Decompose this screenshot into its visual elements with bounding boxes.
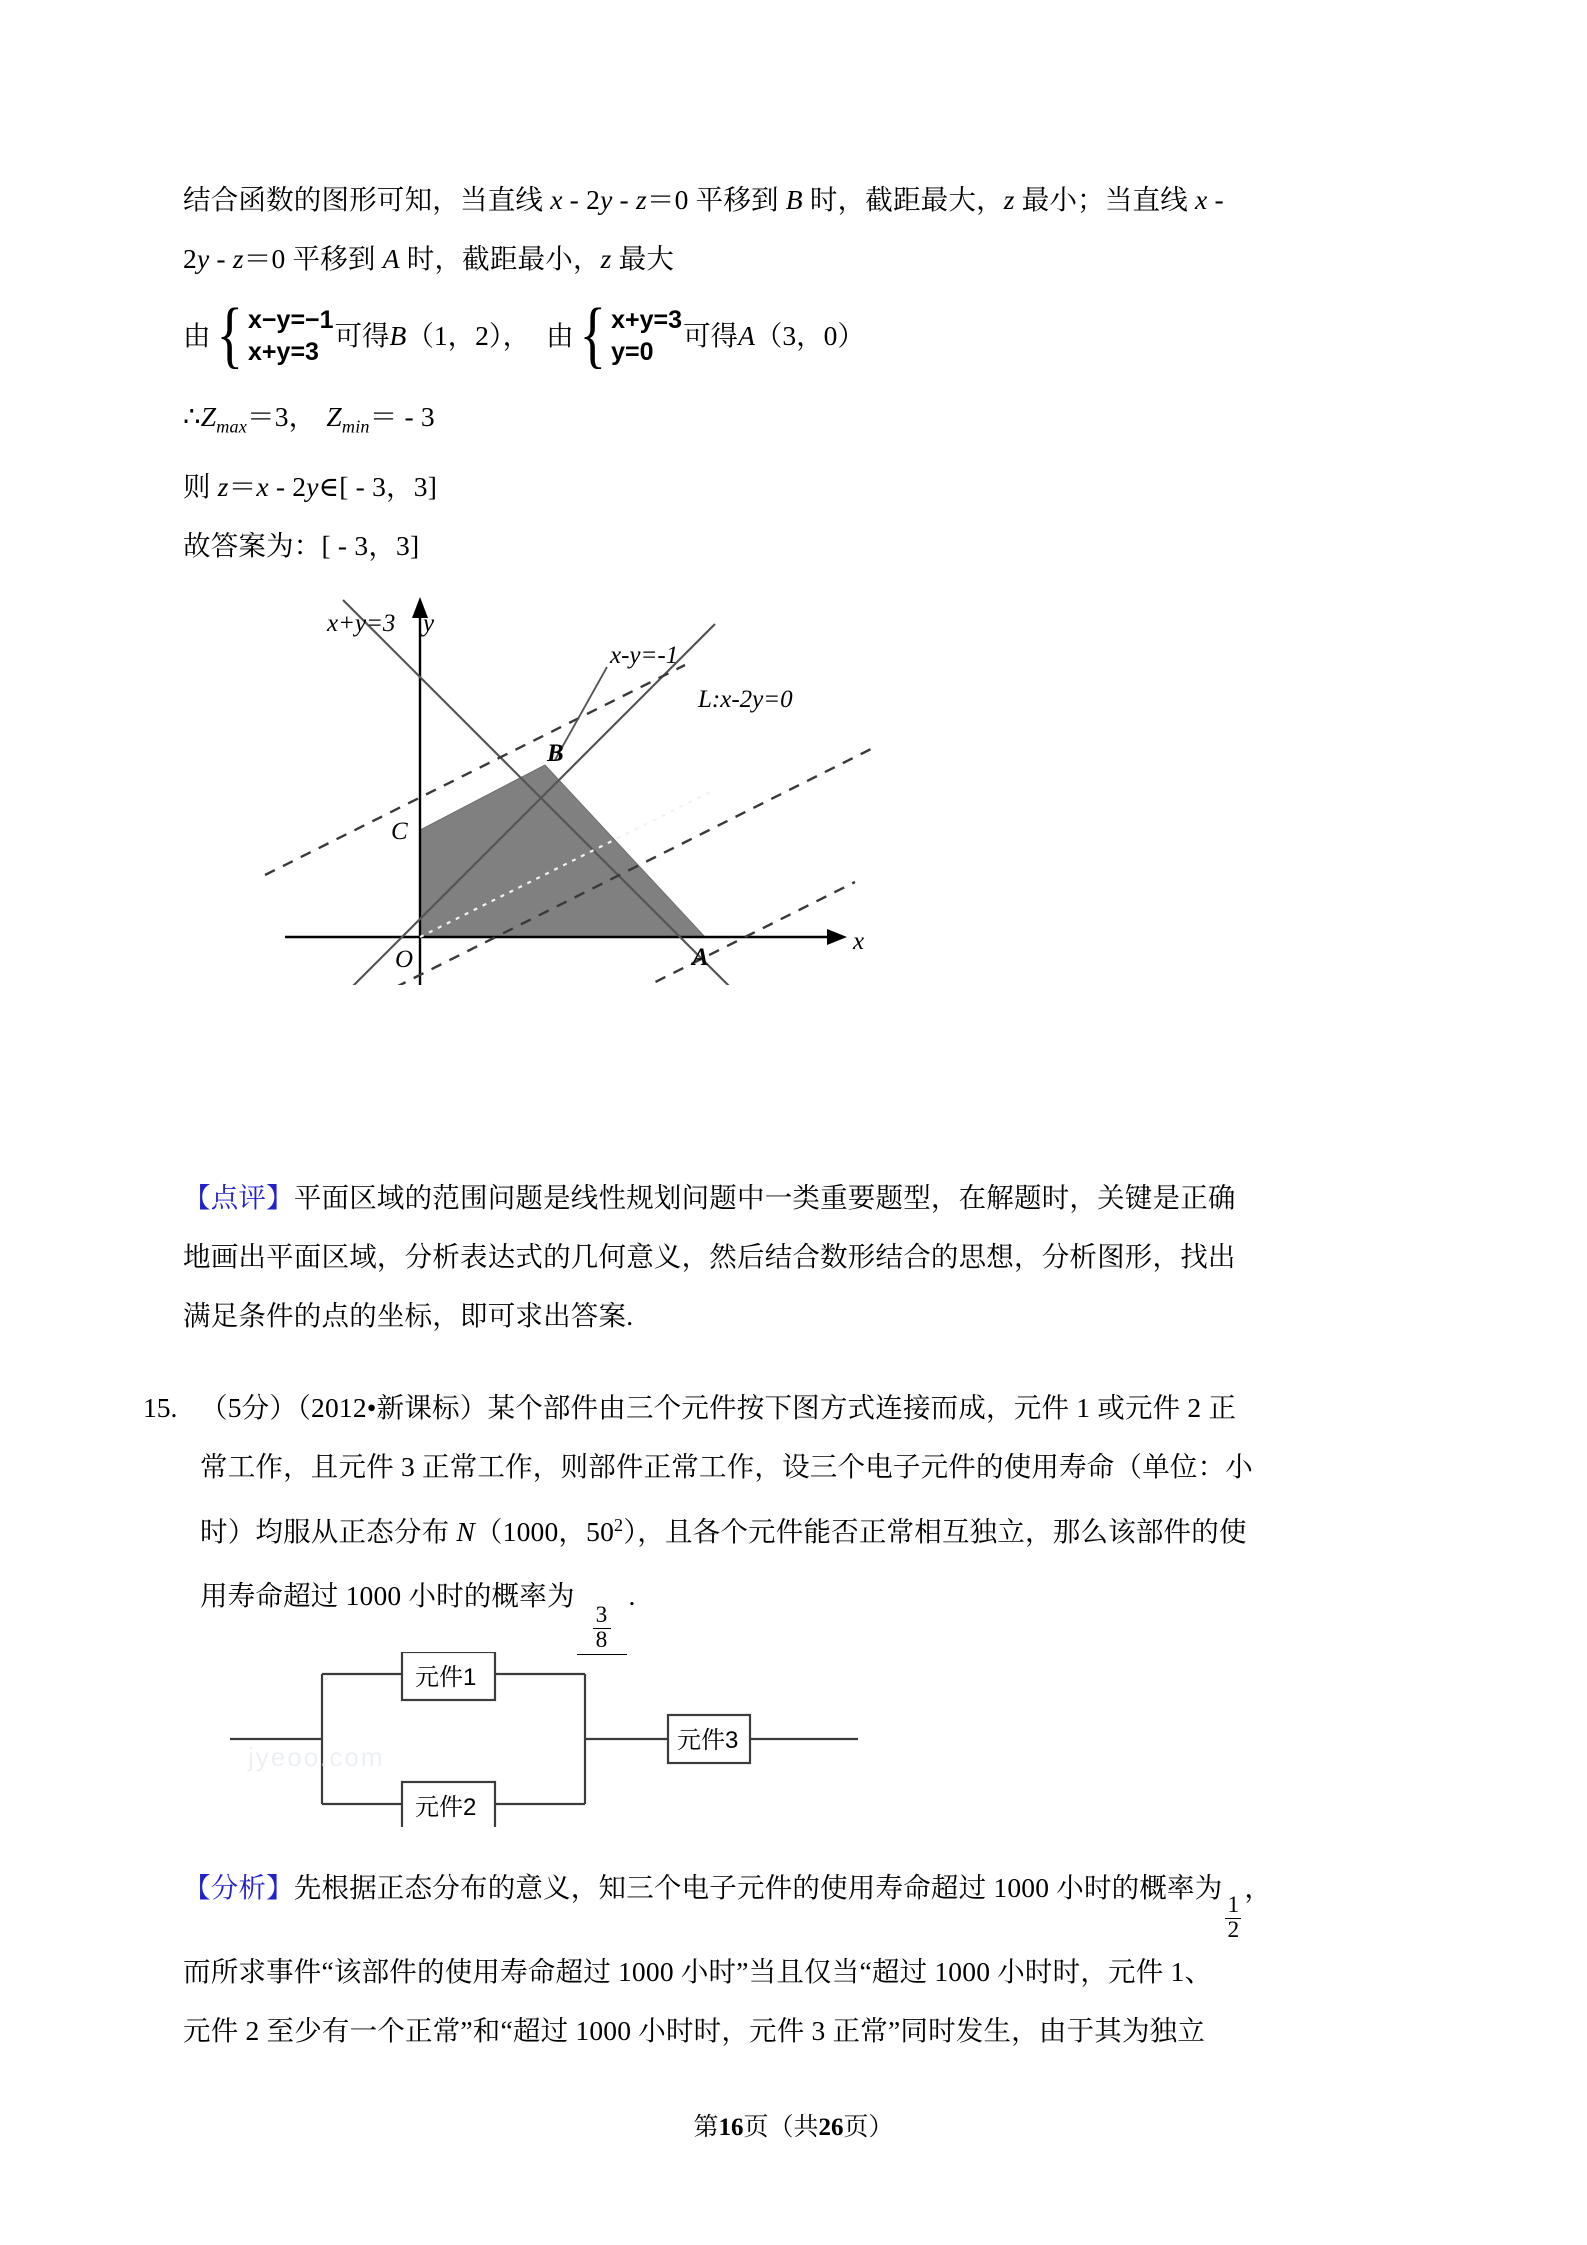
graph-point-label-o: O (395, 946, 414, 973)
answer-fraction-numerator: 3 (595, 1602, 608, 1629)
solution-z-values (183, 387, 1363, 457)
question-15-text-3b: （1000，50 (474, 1516, 615, 1548)
component-label-1: 元件1 (415, 1664, 477, 1691)
comment-line-1 (183, 1168, 1363, 1227)
equation-system-1 (212, 293, 334, 376)
point-a-label: A (738, 320, 755, 351)
component-label-2: 元件2 (415, 1794, 477, 1821)
question-15-line-4 (200, 1561, 1373, 1655)
z-max-value: ＝3， (247, 401, 317, 432)
circuit-svg (230, 1652, 870, 1827)
question-15-text-3a: 时）均服从正态分布 (200, 1516, 457, 1548)
point-b-label: B (389, 320, 407, 351)
graph-point-label-a: A (692, 944, 709, 971)
point-b-ref: B (785, 184, 803, 215)
footer-suffix: 页） (843, 2114, 894, 2141)
solution-line-1-b: - 2 (562, 184, 601, 215)
cases-mid-1: 可得 (334, 320, 390, 351)
exponent-2: 2 (614, 1515, 624, 1535)
graph-point-label-c: C (391, 818, 408, 845)
analysis-fraction-numerator: 1 (1227, 1892, 1240, 1919)
range-eq: ＝ (228, 470, 257, 502)
answer-fraction-denominator: 8 (593, 1628, 611, 1652)
z-max-var: Z (200, 401, 217, 432)
range-var-z: z (217, 470, 229, 502)
solution-block (183, 170, 1363, 575)
solution-line-1 (183, 170, 1363, 229)
comment-block (183, 1168, 1363, 1345)
footer-middle: 页（共 (743, 2114, 819, 2141)
watermark-text: jyeoo.com (248, 1742, 385, 1772)
z-min-var: Z (326, 401, 342, 432)
question-15-line-2: 常工作，且元件 3 正常工作，则部件正常工作，设三个电子元件的使用寿命（单位：小 (200, 1451, 1253, 1482)
analysis-fraction-denominator: 2 (1227, 1916, 1240, 1943)
footer-total-pages: 26 (818, 2114, 844, 2141)
graph-label-x-axis: x (853, 928, 865, 955)
normal-dist-symbol: N (456, 1516, 475, 1548)
question-15 (143, 1378, 1373, 1655)
var-x-2: x (1195, 184, 1208, 215)
eq-2-row-1: x+y=3 (611, 305, 683, 334)
graph-label-x-minus-y: x-y=-1 (610, 642, 679, 669)
point-a-ref: A (382, 243, 400, 274)
solution-line-2-d: 时，截距最小， (399, 243, 601, 274)
solution-line-2 (183, 229, 1363, 288)
analysis-text-1a: 先根据正态分布的意义，知三个电子元件的使用寿命超过 1000 小时的概率为 (293, 1872, 1223, 1903)
graph-svg (255, 585, 875, 985)
range-prefix: 则 (183, 470, 218, 502)
solution-line-2-c: ＝0 平移到 (243, 243, 383, 274)
question-15-number: 15. (143, 1392, 178, 1423)
question-15-text-3c: ），且各个元件能否正常相互独立，那么该部件的使 (623, 1516, 1247, 1548)
solution-line-1-d: ＝0 平移到 (646, 184, 786, 215)
footer-prefix: 第 (693, 2114, 719, 2141)
cases-mid-2: 可得 (683, 320, 739, 351)
z-max-subscript: max (216, 416, 248, 437)
range-interval: ∈[ - 3，3] (318, 470, 438, 502)
var-y-3: y (196, 243, 210, 274)
therefore-symbol: ∴ (183, 401, 201, 432)
answer-blank-fraction (577, 1604, 627, 1655)
question-15-line-1 (200, 1378, 1373, 1437)
var-z: z (635, 184, 647, 215)
eq-1-row-1: x−y=−1 (248, 305, 334, 334)
linear-programming-graph (255, 585, 875, 985)
solution-line-2-e: 最大 (611, 243, 675, 274)
comment-text-1: 平面区域的范围问题是线性规划问题中一类重要题型，在解题时，关键是正确 (293, 1182, 1236, 1213)
question-15-text-4b: . (628, 1580, 636, 1612)
var-z-3: z (232, 243, 244, 274)
question-15-body (200, 1378, 1373, 1655)
solution-line-2-a: 2 (183, 243, 197, 274)
question-15-source: （2012•新课标） (297, 1392, 488, 1423)
cases-lead-1: 由 (183, 320, 211, 351)
analysis-line-3: 元件 2 至少有一个正常”和“超过 1000 小时时，元件 3 正常”同时发生，由于其为独立 (183, 2014, 1206, 2046)
solution-line-1-text: 结合函数的图形可知，当直线 (183, 184, 551, 215)
graph-point-label-b: B (547, 740, 564, 767)
solution-line-2-b: - (209, 243, 233, 274)
eq-1-row-2: x+y=3 (248, 337, 319, 366)
analysis-text-1b: ， (1244, 1872, 1273, 1903)
equation-systems-row (183, 288, 1363, 383)
solution-range-line (183, 457, 1363, 516)
solution-line-1-g: - (1207, 184, 1224, 215)
solution-line-1-c: - (612, 184, 636, 215)
question-15-text-4a: 用寿命超过 1000 小时的概率为 (200, 1580, 575, 1612)
left-brace-icon-2: { (579, 293, 606, 376)
question-15-score: （5分） (200, 1392, 298, 1423)
question-15-text-1: 某个部件由三个元件按下图方式连接而成，元件 1 或元件 2 正 (487, 1392, 1237, 1423)
point-b-coord: （1，2）， (406, 320, 531, 351)
var-x: x (550, 184, 563, 215)
question-15-line-3 (200, 1496, 1373, 1561)
graph-label-y-axis: y (423, 610, 435, 637)
equation-system-2-body (611, 304, 682, 368)
circuit-diagram (230, 1652, 870, 1827)
z-min-value: ＝ - 3 (369, 401, 435, 432)
var-y: y (600, 184, 613, 215)
x-axis-arrow-icon (827, 929, 847, 945)
analysis-block (183, 1855, 1368, 2060)
var-z-4: z (600, 243, 612, 274)
range-minus: - 2 (268, 470, 307, 502)
z-min-subscript: min (341, 416, 370, 437)
range-var-x: x (256, 470, 269, 502)
range-var-y: y (306, 470, 319, 502)
equation-system-1-body (248, 304, 334, 368)
page-footer (0, 2107, 1587, 2143)
point-a-coord: （3，0） (754, 320, 865, 351)
analysis-fraction-half (1225, 1894, 1241, 1942)
solution-line-1-e: 时，截距最大， (802, 184, 1004, 215)
eq-2-row-2: y=0 (611, 337, 654, 366)
comment-line-2: 地画出平面区域，分析表达式的几何意义，然后结合数形结合的思想，分析图形，找出 (183, 1241, 1236, 1272)
left-brace-icon: { (215, 293, 243, 376)
graph-label-line-L: L:x-2y=0 (698, 686, 793, 713)
analysis-line-2: 而所求事件“该部件的使用寿命超过 1000 小时”当且仅当“超过 1000 小时时，元件 1、 (183, 1955, 1213, 1987)
var-z-2: z (1003, 184, 1015, 215)
component-label-3: 元件3 (677, 1727, 739, 1754)
graph-label-x-plus-y: x+y=3 (327, 610, 396, 637)
comment-line-3: 满足条件的点的坐标，即可求出答案. (183, 1300, 634, 1331)
equation-system-2 (575, 293, 683, 376)
analysis-line-1 (183, 1855, 1368, 1942)
footer-current-page: 16 (718, 2114, 744, 2141)
comment-tag: 【点评】 (183, 1182, 294, 1213)
analysis-tag: 【分析】 (183, 1872, 294, 1903)
solution-answer-line: 故答案为：[ - 3，3] (183, 529, 420, 561)
solution-line-1-f: 最小；当直线 (1014, 184, 1196, 215)
cases-lead-2: 由 (546, 320, 574, 351)
feasible-region-shade (420, 765, 705, 937)
